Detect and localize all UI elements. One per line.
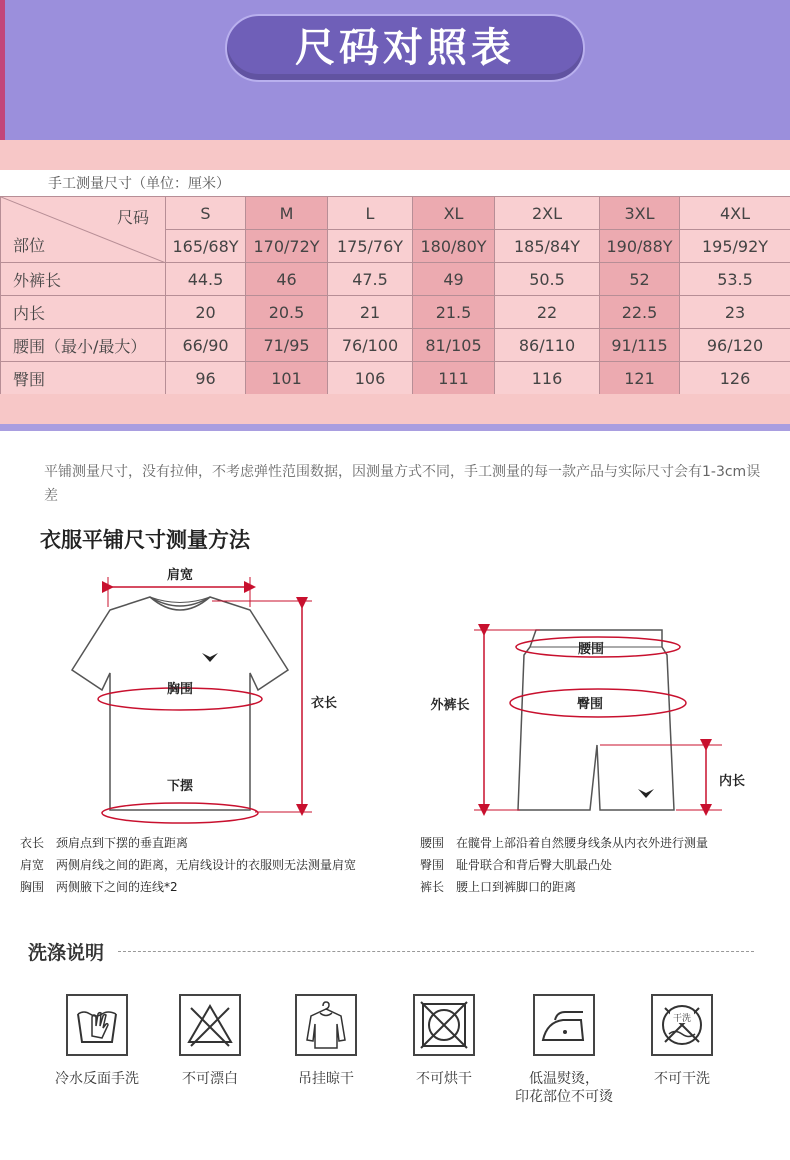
pink-band-bottom [0, 394, 790, 424]
measurement-note: 平铺测量尺寸，没有拉伸，不考虑弹性范围数据，因测量方式不同，手工测量的每一款产品与实际尺寸会有1-3cm误差 [44, 464, 761, 504]
size-header: M [246, 197, 328, 230]
no-bleach-icon [179, 994, 241, 1056]
size-header: L [328, 197, 413, 230]
table-cell: 50.5 [495, 263, 600, 296]
table-cell: 96/120 [680, 329, 790, 362]
shirt-definitions [20, 835, 360, 901]
hip-label: 臀围 [576, 697, 604, 712]
height-cell: 165/68Y [166, 230, 246, 263]
wash-label: 不可烘干 [416, 1071, 472, 1087]
wash-item [622, 994, 742, 1088]
table-corner-cell [1, 197, 166, 263]
list-item: 臀围 耻骨联合和背后臀大肌最凸处 [420, 858, 613, 872]
table-cell: 121 [600, 362, 680, 395]
table-cell: 52 [600, 263, 680, 296]
table-cell: 22 [495, 296, 600, 329]
hem-label: 下摆 [166, 779, 194, 794]
table-row [1, 197, 790, 230]
size-header: 4XL [680, 197, 790, 230]
table-cell: 111 [413, 362, 495, 395]
table-row [1, 296, 790, 329]
row-label: 腰围（最小/最大） [1, 329, 166, 362]
low-iron-icon [533, 994, 595, 1056]
measurement-diagram [0, 555, 790, 829]
size-table [0, 196, 790, 395]
table-cell: 22.5 [600, 296, 680, 329]
wash-item [150, 994, 270, 1088]
list-item: 胸围 两侧腋下之间的连线*2 [20, 880, 178, 894]
table-cell: 96 [166, 362, 246, 395]
size-header: XL [413, 197, 495, 230]
wash-title: 洗涤说明 [28, 942, 105, 964]
header-accent-strip [0, 0, 5, 140]
table-cell: 47.5 [328, 263, 413, 296]
height-cell: 180/80Y [413, 230, 495, 263]
row-label: 内长 [1, 296, 166, 329]
table-cell: 76/100 [328, 329, 413, 362]
waist-label: 腰围 [577, 642, 605, 657]
wash-label: 低温熨烫， 印花部位不可烫 [515, 1071, 613, 1105]
wash-label: 吊挂晾干 [298, 1071, 354, 1087]
size-header: 3XL [600, 197, 680, 230]
purple-divider [0, 424, 790, 431]
wash-item [266, 994, 386, 1088]
wash-item [384, 994, 504, 1088]
inner-length-label: 内长 [718, 774, 746, 789]
height-cell: 195/92Y [680, 230, 790, 263]
wash-item [37, 994, 157, 1088]
table-cell: 21.5 [413, 296, 495, 329]
table-cell: 20 [166, 296, 246, 329]
height-cell: 175/76Y [328, 230, 413, 263]
length-label: 衣长 [310, 696, 338, 711]
table-caption: 手工测量尺寸（单位：厘米） [48, 176, 230, 192]
table-cell: 86/110 [495, 329, 600, 362]
wash-title-divider [118, 951, 754, 952]
no-tumble-dry-icon [413, 994, 475, 1056]
chest-label: 胸围 [166, 682, 194, 697]
size-header: S [166, 197, 246, 230]
page-title: 尺码对照表 [225, 14, 585, 82]
wash-item [504, 994, 624, 1106]
table-cell: 21 [328, 296, 413, 329]
outer-length-label: 外裤长 [430, 698, 470, 713]
no-dry-clean-icon [651, 994, 713, 1056]
table-cell: 44.5 [166, 263, 246, 296]
table-cell: 20.5 [246, 296, 328, 329]
table-cell: 49 [413, 263, 495, 296]
table-cell: 91/115 [600, 329, 680, 362]
table-row [1, 362, 790, 395]
hang-dry-icon [295, 994, 357, 1056]
table-row [1, 329, 790, 362]
wash-label: 冷水反面手洗 [55, 1071, 139, 1087]
row-label: 外裤长 [1, 263, 166, 296]
corner-part-label: 部位 [13, 236, 46, 255]
shoulder-label: 肩宽 [166, 568, 194, 583]
table-cell: 126 [680, 362, 790, 395]
table-cell: 101 [246, 362, 328, 395]
pink-band-top [0, 140, 790, 170]
table-row [1, 263, 790, 296]
height-cell: 185/84Y [495, 230, 600, 263]
table-cell: 66/90 [166, 329, 246, 362]
table-cell: 46 [246, 263, 328, 296]
header-banner [0, 0, 790, 140]
table-cell: 106 [328, 362, 413, 395]
table-cell: 71/95 [246, 329, 328, 362]
wash-label: 不可干洗 [654, 1071, 710, 1087]
table-cell: 116 [495, 362, 600, 395]
table-cell: 53.5 [680, 263, 790, 296]
size-header: 2XL [495, 197, 600, 230]
pants-definitions [420, 835, 770, 901]
table-cell: 23 [680, 296, 790, 329]
list-item: 腰围 在髋骨上部沿着自然腰身线条从内衣外进行测量 [420, 836, 709, 850]
method-title: 衣服平铺尺寸测量方法 [40, 528, 250, 552]
table-cell: 81/105 [413, 329, 495, 362]
height-cell: 170/72Y [246, 230, 328, 263]
row-label: 臀围 [1, 362, 166, 395]
height-cell: 190/88Y [600, 230, 680, 263]
hand-wash-icon [66, 994, 128, 1056]
wash-label: 不可漂白 [182, 1071, 238, 1087]
list-item: 肩宽 两侧肩线之间的距离，无肩线设计的衣服则无法测量肩宽 [20, 858, 357, 872]
dry-clean-text: 干洗 [672, 1014, 692, 1024]
list-item: 衣长 颈肩点到下摆的垂直距离 [20, 836, 189, 850]
list-item: 裤长 腰上口到裤脚口的距离 [420, 880, 577, 894]
corner-size-label: 尺码 [116, 208, 149, 227]
